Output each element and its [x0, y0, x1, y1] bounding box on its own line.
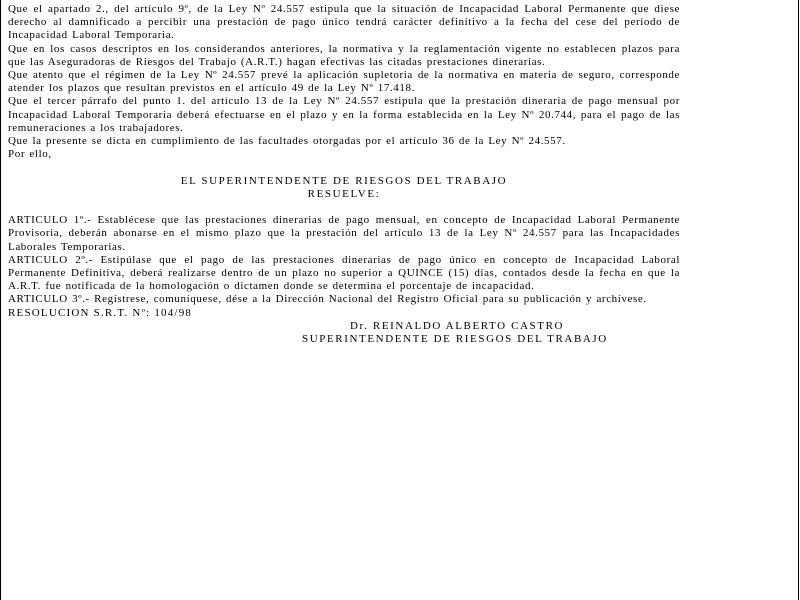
spacer	[8, 201, 680, 214]
articulo-paragraph: ARTICULO 2º.- Estipúlase que el pago de las prestaciones dinerarias de pago único en concepto de Incapacidad Laboral Permanente Definitiva, deberá realizarse dentro de un plazo no superior a QUINCE (15) días, contados desde la fecha en que la A.R.T. fue notificada de la homologación o dictamen donde se determina el porcentaje de incapacidad.	[8, 253, 680, 293]
considerando-paragraph: Que el apartado 2., del artículo 9º, de la Ley Nº 24.557 estipula que la situación de Incapacidad Laboral Permanente que diese derecho al damnificado a percibir una prestación de pago único tendrá carácter definitivo a la fecha del cese del período de Incapacidad Laboral Temporaria.	[8, 3, 680, 42]
signatory-title: SUPERINTENDENTE DE RIESGOS DEL TRABAJO	[302, 333, 608, 346]
signatory-name: Dr. REINALDO ALBERTO CASTRO	[350, 319, 565, 332]
resuelve-heading: RESUELVE:	[307, 187, 381, 200]
por-ello-text: Por ello,	[8, 148, 52, 161]
articulo-paragraph: ARTICULO 3º.- Regístrese, comuníquese, dése a la Dirección Nacional del Registro Oficial para su publicación y archívese.	[8, 293, 647, 306]
considerando-paragraph: Que el tercer párrafo del punto 1. del artículo 13 de la Ley Nº 24.557 estipula que la prestación dineraria de pago mensual por Incapacidad Laboral Temporaria deberá efectuarse en el plazo y en la forma establecida en la Ley Nº 20.744, para el pago de las remuneraciones a los trabajadores.	[8, 95, 680, 134]
considerando-paragraph: Que en los casos descriptos en los considerandos anteriores, la normativa y la reglamentación vigente no establecen plazos para que las Aseguradoras de Riesgos del Trabajo (A.R.T.) hagan efectivas las citadas prestaciones dinerarias.	[8, 42, 680, 68]
resolucion-reference: RESOLUCION S.R.T. Nº: 104/98	[8, 306, 193, 319]
considerando-paragraph: Que la presente se dicta en cumplimiento de las facultades otorgadas por el artículo 36 de la Ley Nº 24.557.	[8, 135, 566, 148]
considerando-paragraph: Que atento que el régimen de la Ley Nº 24.557 prevé la aplicación supletoria de la normativa en materia de seguro, corresponde atender los plazos que resultan previstos en el artículo 49 de la Ley Nº 17.418.	[8, 69, 680, 95]
authority-heading: EL SUPERINTENDENTE DE RIESGOS DEL TRABAJO	[180, 174, 508, 187]
articulo-paragraph: ARTICULO 1º.- Establécese que las prestaciones dinerarias de pago mensual, en concepto de Incapacidad Laboral Permanente Provisoria, deberán abonarse en el mismo plazo que la prestación del artículo 13 de la Ley Nº 24.557 para las Incapacidades Laborales Temporarias.	[8, 214, 680, 253]
spacer	[8, 161, 680, 174]
